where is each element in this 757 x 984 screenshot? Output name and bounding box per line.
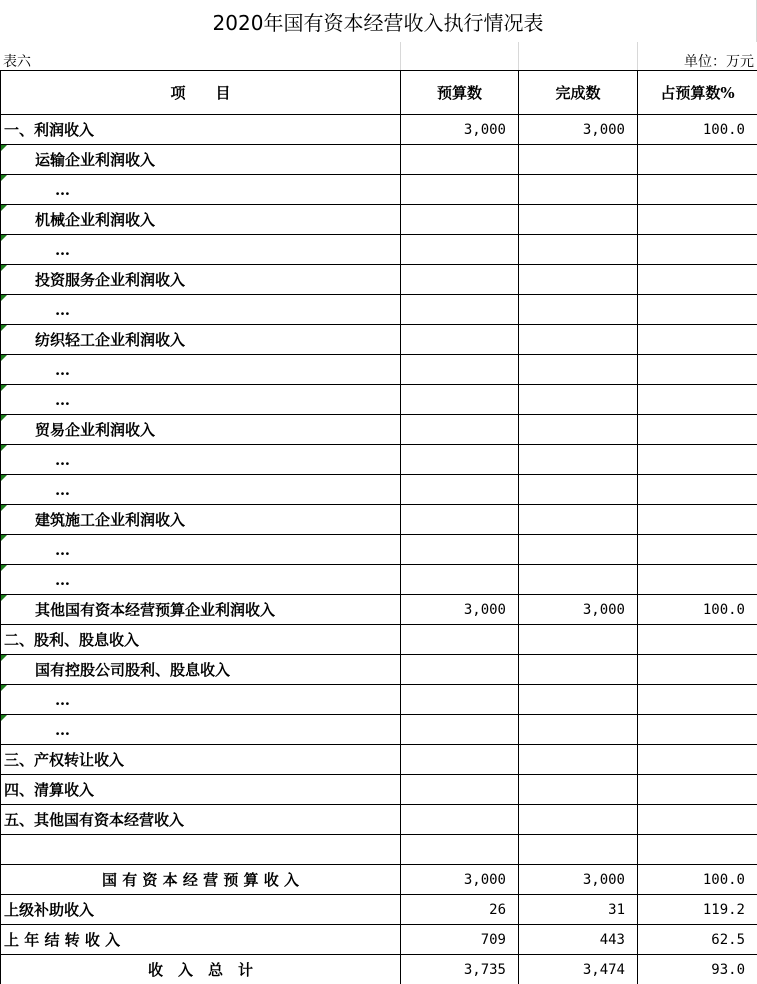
row-item-label: … bbox=[55, 480, 70, 499]
table-row bbox=[1, 895, 757, 925]
table-row bbox=[1, 505, 757, 535]
row-budget bbox=[401, 385, 519, 415]
row-item bbox=[1, 505, 401, 535]
row-pct bbox=[638, 475, 757, 505]
row-actual: 443 bbox=[519, 925, 638, 955]
row-budget bbox=[401, 445, 519, 475]
header-pct: 占预算数% bbox=[638, 71, 757, 115]
grid-line bbox=[637, 42, 638, 70]
row-item bbox=[1, 595, 401, 625]
cell-marker-icon bbox=[1, 415, 7, 421]
row-budget bbox=[401, 625, 519, 655]
row-item-label: … bbox=[55, 690, 70, 709]
row-actual bbox=[519, 835, 638, 865]
row-budget bbox=[401, 145, 519, 175]
row-budget: 709 bbox=[401, 925, 519, 955]
row-actual bbox=[519, 535, 638, 565]
row-pct bbox=[638, 625, 757, 655]
row-actual: 31 bbox=[519, 895, 638, 925]
row-budget: 3,000 bbox=[401, 115, 519, 145]
row-item-label: 其他国有资本经营预算企业利润收入 bbox=[35, 601, 276, 619]
page-title: 2020年国有资本经营收入执行情况表 bbox=[0, 0, 757, 42]
row-item bbox=[1, 625, 401, 655]
row-budget: 26 bbox=[401, 895, 519, 925]
row-item bbox=[1, 865, 401, 895]
row-item bbox=[1, 895, 401, 925]
row-item bbox=[1, 775, 401, 805]
row-item-label: 四、清算收入 bbox=[4, 781, 95, 799]
row-budget bbox=[401, 685, 519, 715]
row-actual bbox=[519, 385, 638, 415]
cell-marker-icon bbox=[1, 505, 7, 511]
table-row bbox=[1, 145, 757, 175]
header-actual: 完成数 bbox=[519, 71, 638, 115]
row-item bbox=[1, 955, 401, 984]
table-row bbox=[1, 475, 757, 505]
row-actual bbox=[519, 655, 638, 685]
table-row bbox=[1, 655, 757, 685]
row-item bbox=[1, 415, 401, 445]
row-item bbox=[1, 385, 401, 415]
row-pct bbox=[638, 655, 757, 685]
row-budget bbox=[401, 355, 519, 385]
row-actual bbox=[519, 295, 638, 325]
row-item-label: 上级补助收入 bbox=[4, 901, 95, 919]
row-item bbox=[1, 835, 401, 865]
row-actual bbox=[519, 265, 638, 295]
row-item-label: 机械企业利润收入 bbox=[35, 211, 156, 229]
row-item bbox=[1, 115, 401, 145]
row-item-label: … bbox=[55, 570, 70, 589]
row-budget bbox=[401, 415, 519, 445]
cell-marker-icon bbox=[1, 175, 7, 181]
table-row bbox=[1, 865, 757, 895]
row-pct bbox=[638, 745, 757, 775]
row-item bbox=[1, 745, 401, 775]
row-actual bbox=[519, 415, 638, 445]
row-item-label: 纺织轻工企业利润收入 bbox=[35, 331, 186, 349]
row-pct bbox=[638, 505, 757, 535]
table-row bbox=[1, 775, 757, 805]
row-actual bbox=[519, 235, 638, 265]
table-row bbox=[1, 715, 757, 745]
row-item-label: … bbox=[55, 180, 70, 199]
row-budget bbox=[401, 265, 519, 295]
row-actual bbox=[519, 205, 638, 235]
row-budget bbox=[401, 205, 519, 235]
table-body bbox=[1, 115, 757, 984]
table-row bbox=[1, 925, 757, 955]
row-item bbox=[1, 805, 401, 835]
row-budget bbox=[401, 565, 519, 595]
row-item bbox=[1, 925, 401, 955]
row-actual bbox=[519, 355, 638, 385]
row-pct: 100.0 bbox=[638, 595, 757, 625]
subtitle-row bbox=[0, 42, 757, 70]
row-actual bbox=[519, 715, 638, 745]
row-budget bbox=[401, 475, 519, 505]
row-item bbox=[1, 715, 401, 745]
row-pct bbox=[638, 265, 757, 295]
cell-marker-icon bbox=[1, 475, 7, 481]
row-actual bbox=[519, 325, 638, 355]
row-pct: 100.0 bbox=[638, 865, 757, 895]
header-row bbox=[1, 71, 757, 115]
grid-line bbox=[400, 42, 401, 70]
row-actual bbox=[519, 685, 638, 715]
row-item-label: 五、其他国有资本经营收入 bbox=[4, 811, 185, 829]
row-actual bbox=[519, 445, 638, 475]
row-pct bbox=[638, 445, 757, 475]
row-pct bbox=[638, 715, 757, 745]
row-budget bbox=[401, 715, 519, 745]
cell-marker-icon bbox=[1, 385, 7, 391]
cell-marker-icon bbox=[1, 445, 7, 451]
row-item bbox=[1, 655, 401, 685]
table-row bbox=[1, 625, 757, 655]
row-item bbox=[1, 175, 401, 205]
row-item bbox=[1, 265, 401, 295]
revenue-table bbox=[0, 70, 757, 984]
row-pct bbox=[638, 295, 757, 325]
row-budget bbox=[401, 775, 519, 805]
row-budget bbox=[401, 505, 519, 535]
row-actual bbox=[519, 805, 638, 835]
row-pct bbox=[638, 205, 757, 235]
row-actual bbox=[519, 745, 638, 775]
row-pct bbox=[638, 145, 757, 175]
table-row bbox=[1, 265, 757, 295]
table-row bbox=[1, 685, 757, 715]
table-row bbox=[1, 415, 757, 445]
row-pct: 93.0 bbox=[638, 955, 757, 984]
cell-marker-icon bbox=[1, 205, 7, 211]
row-pct bbox=[638, 565, 757, 595]
row-budget bbox=[401, 805, 519, 835]
table-row bbox=[1, 565, 757, 595]
cell-marker-icon bbox=[1, 235, 7, 241]
row-budget bbox=[401, 295, 519, 325]
row-budget bbox=[401, 835, 519, 865]
row-budget: 3,735 bbox=[401, 955, 519, 984]
row-item-label: … bbox=[55, 240, 70, 259]
table-row bbox=[1, 805, 757, 835]
table-row bbox=[1, 325, 757, 355]
row-budget bbox=[401, 655, 519, 685]
row-budget bbox=[401, 175, 519, 205]
row-actual bbox=[519, 565, 638, 595]
row-item-label: 三、产权转让收入 bbox=[4, 751, 125, 769]
cell-marker-icon bbox=[1, 565, 7, 571]
table-row bbox=[1, 235, 757, 265]
row-budget bbox=[401, 745, 519, 775]
row-actual bbox=[519, 145, 638, 175]
table-label: 表六 bbox=[3, 54, 31, 70]
table-row bbox=[1, 835, 757, 865]
row-actual: 3,000 bbox=[519, 115, 638, 145]
row-actual bbox=[519, 625, 638, 655]
row-item bbox=[1, 475, 401, 505]
row-item-label: 投资服务企业利润收入 bbox=[35, 271, 186, 289]
row-item-label: … bbox=[55, 720, 70, 739]
row-pct bbox=[638, 355, 757, 385]
table-row bbox=[1, 385, 757, 415]
cell-marker-icon bbox=[1, 535, 7, 541]
row-pct bbox=[638, 835, 757, 865]
row-actual bbox=[519, 175, 638, 205]
row-pct bbox=[638, 415, 757, 445]
row-pct bbox=[638, 685, 757, 715]
row-pct: 62.5 bbox=[638, 925, 757, 955]
header-budget: 预算数 bbox=[401, 71, 519, 115]
cell-marker-icon bbox=[1, 685, 7, 691]
table-row bbox=[1, 115, 757, 145]
cell-marker-icon bbox=[1, 295, 7, 301]
row-item bbox=[1, 295, 401, 325]
table-row bbox=[1, 295, 757, 325]
row-item bbox=[1, 445, 401, 475]
row-pct bbox=[638, 805, 757, 835]
row-pct bbox=[638, 235, 757, 265]
row-actual bbox=[519, 475, 638, 505]
cell-marker-icon bbox=[1, 325, 7, 331]
unit-label: 单位：万元 bbox=[684, 54, 754, 70]
table-row bbox=[1, 745, 757, 775]
row-item bbox=[1, 355, 401, 385]
row-item bbox=[1, 325, 401, 355]
row-pct bbox=[638, 175, 757, 205]
cell-marker-icon bbox=[1, 145, 7, 151]
row-budget bbox=[401, 325, 519, 355]
row-item-label: … bbox=[55, 360, 70, 379]
row-pct: 100.0 bbox=[638, 115, 757, 145]
table-row bbox=[1, 595, 757, 625]
row-budget bbox=[401, 535, 519, 565]
row-item-label: … bbox=[55, 540, 70, 559]
table-row bbox=[1, 535, 757, 565]
row-item bbox=[1, 205, 401, 235]
row-pct: 119.2 bbox=[638, 895, 757, 925]
row-actual: 3,474 bbox=[519, 955, 638, 984]
row-actual bbox=[519, 775, 638, 805]
table-row bbox=[1, 205, 757, 235]
row-item bbox=[1, 145, 401, 175]
row-pct bbox=[638, 535, 757, 565]
row-item-label: 建筑施工企业利润收入 bbox=[35, 511, 186, 529]
grid-line bbox=[518, 42, 519, 70]
row-pct bbox=[638, 775, 757, 805]
row-item-label: 上 年 结 转 收 入 bbox=[4, 931, 121, 949]
cell-marker-icon bbox=[1, 655, 7, 661]
row-item-label: 一、利润收入 bbox=[4, 121, 95, 139]
cell-marker-icon bbox=[1, 595, 7, 601]
row-actual bbox=[519, 505, 638, 535]
row-item-label: … bbox=[55, 390, 70, 409]
row-budget bbox=[401, 235, 519, 265]
row-actual: 3,000 bbox=[519, 865, 638, 895]
cell-marker-icon bbox=[1, 715, 7, 721]
row-pct bbox=[638, 385, 757, 415]
row-item bbox=[1, 235, 401, 265]
row-item-label: 收 入 总 计 bbox=[147, 961, 253, 979]
table-row bbox=[1, 355, 757, 385]
row-item bbox=[1, 535, 401, 565]
row-budget: 3,000 bbox=[401, 865, 519, 895]
row-item-label: 运输企业利润收入 bbox=[35, 151, 156, 169]
row-pct bbox=[638, 325, 757, 355]
row-item-label: 国有控股公司股利、股息收入 bbox=[35, 661, 231, 679]
row-item bbox=[1, 565, 401, 595]
row-item-label: … bbox=[55, 300, 70, 319]
table-row bbox=[1, 175, 757, 205]
row-budget: 3,000 bbox=[401, 595, 519, 625]
row-item-label: … bbox=[55, 450, 70, 469]
cell-marker-icon bbox=[1, 265, 7, 271]
table-row bbox=[1, 955, 757, 984]
row-actual: 3,000 bbox=[519, 595, 638, 625]
row-item bbox=[1, 685, 401, 715]
row-item-label: 二、股利、股息收入 bbox=[4, 631, 140, 649]
row-item-label: 国 有 资 本 经 营 预 算 收 入 bbox=[101, 871, 299, 889]
row-item-label: 贸易企业利润收入 bbox=[35, 421, 156, 439]
header-item: 项 目 bbox=[1, 71, 401, 115]
cell-marker-icon bbox=[1, 355, 7, 361]
table-row bbox=[1, 445, 757, 475]
